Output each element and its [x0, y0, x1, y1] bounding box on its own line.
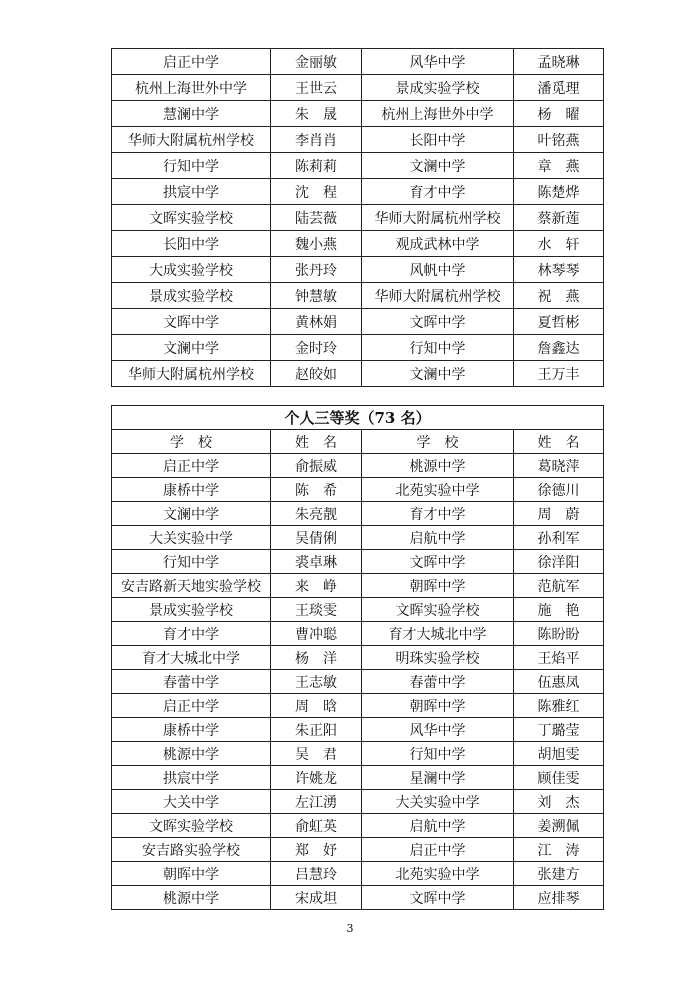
header-name-2: 姓 名 — [514, 430, 604, 454]
name-cell: 王琰雯 — [271, 598, 362, 622]
table-row — [112, 153, 604, 179]
name-cell: 伍惠凤 — [514, 670, 604, 694]
school-cell: 景成实验学校 — [112, 598, 271, 622]
name-cell: 朱亮靓 — [271, 502, 362, 526]
school-cell: 星澜中学 — [362, 766, 514, 790]
name-cell: 许姚龙 — [271, 766, 362, 790]
table-row — [112, 646, 604, 670]
school-cell: 文晖实验学校 — [112, 205, 271, 231]
name-cell: 夏哲彬 — [514, 309, 604, 335]
school-cell: 华师大附属杭州学校 — [362, 205, 514, 231]
name-cell: 孟晓琳 — [514, 49, 604, 75]
name-cell: 范航军 — [514, 574, 604, 598]
name-cell: 杨 曜 — [514, 101, 604, 127]
school-cell: 育才中学 — [362, 179, 514, 205]
name-cell: 吕慧玲 — [271, 862, 362, 886]
third-prize-header-row — [112, 430, 604, 454]
name-cell: 杨 洋 — [271, 646, 362, 670]
name-cell: 詹鑫达 — [514, 335, 604, 361]
name-cell: 来 峥 — [271, 574, 362, 598]
name-cell: 朱正阳 — [271, 718, 362, 742]
school-cell: 安吉路新天地实验学校 — [112, 574, 271, 598]
school-cell: 拱宸中学 — [112, 179, 271, 205]
table-row — [112, 718, 604, 742]
name-cell: 江 涛 — [514, 838, 604, 862]
school-cell: 景成实验学校 — [112, 283, 271, 309]
school-cell: 康桥中学 — [112, 478, 271, 502]
table-row — [112, 526, 604, 550]
name-cell: 金丽敏 — [271, 49, 362, 75]
name-cell: 赵皎如 — [271, 361, 362, 387]
name-cell: 陈 希 — [271, 478, 362, 502]
name-cell: 吴倩俐 — [271, 526, 362, 550]
school-cell: 观成武林中学 — [362, 231, 514, 257]
school-cell: 行知中学 — [112, 153, 271, 179]
school-cell: 拱宸中学 — [112, 766, 271, 790]
school-cell: 启正中学 — [112, 454, 271, 478]
school-cell: 杭州上海世外中学 — [362, 101, 514, 127]
name-cell: 周 蔚 — [514, 502, 604, 526]
table-row — [112, 574, 604, 598]
school-cell: 行知中学 — [112, 550, 271, 574]
name-cell: 钟慧敏 — [271, 283, 362, 309]
school-cell: 桃源中学 — [112, 742, 271, 766]
name-cell: 王万丰 — [514, 361, 604, 387]
name-cell: 徐德川 — [514, 478, 604, 502]
school-cell: 育才大城北中学 — [112, 646, 271, 670]
table-row — [112, 454, 604, 478]
school-cell: 华师大附属杭州学校 — [112, 127, 271, 153]
name-cell: 裘卓琳 — [271, 550, 362, 574]
name-cell: 沈 程 — [271, 179, 362, 205]
school-cell: 景成实验学校 — [362, 75, 514, 101]
third-prize-table-body — [112, 406, 604, 910]
table-row — [112, 101, 604, 127]
school-cell: 春蕾中学 — [112, 670, 271, 694]
school-cell: 长阳中学 — [362, 127, 514, 153]
name-cell: 郑 妤 — [271, 838, 362, 862]
table-row — [112, 335, 604, 361]
name-cell: 林琴琴 — [514, 257, 604, 283]
school-cell: 春蕾中学 — [362, 670, 514, 694]
table-row — [112, 257, 604, 283]
page-number: 3 — [346, 922, 354, 935]
school-cell: 文澜中学 — [362, 361, 514, 387]
name-cell: 黄林娟 — [271, 309, 362, 335]
table-row — [112, 179, 604, 205]
school-cell: 桃源中学 — [362, 454, 514, 478]
header-school-1: 学 校 — [112, 430, 271, 454]
table-row — [112, 742, 604, 766]
table-row — [112, 838, 604, 862]
school-cell: 杭州上海世外中学 — [112, 75, 271, 101]
name-cell: 蔡新莲 — [514, 205, 604, 231]
table-row — [112, 766, 604, 790]
table-row — [112, 670, 604, 694]
name-cell: 朱 晟 — [271, 101, 362, 127]
name-cell: 葛晓萍 — [514, 454, 604, 478]
name-cell: 陈雅红 — [514, 694, 604, 718]
name-cell: 陈盼盼 — [514, 622, 604, 646]
third-prize-table — [111, 405, 604, 910]
table-row — [112, 502, 604, 526]
name-cell: 俞振威 — [271, 454, 362, 478]
name-cell: 水 轩 — [514, 231, 604, 257]
school-cell: 文晖中学 — [112, 309, 271, 335]
school-cell: 行知中学 — [362, 335, 514, 361]
name-cell: 陈楚烨 — [514, 179, 604, 205]
third-prize-caption: 个人三等奖（73 名） — [112, 406, 604, 430]
school-cell: 启正中学 — [112, 49, 271, 75]
name-cell: 吴 君 — [271, 742, 362, 766]
header-name-1: 姓 名 — [271, 430, 362, 454]
name-cell: 丁璐莹 — [514, 718, 604, 742]
school-cell: 育才大城北中学 — [362, 622, 514, 646]
table-row — [112, 814, 604, 838]
school-cell: 文澜中学 — [362, 153, 514, 179]
name-cell: 张丹玲 — [271, 257, 362, 283]
name-cell: 顾佳雯 — [514, 766, 604, 790]
school-cell: 育才中学 — [362, 502, 514, 526]
third-prize-caption-row — [112, 406, 604, 430]
school-cell: 慧澜中学 — [112, 101, 271, 127]
header-school-2: 学 校 — [362, 430, 514, 454]
school-cell: 北苑实验中学 — [362, 478, 514, 502]
school-cell: 桃源中学 — [112, 886, 271, 910]
school-cell: 安吉路实验学校 — [112, 838, 271, 862]
table-row — [112, 127, 604, 153]
name-cell: 孙利军 — [514, 526, 604, 550]
school-cell: 风帆中学 — [362, 257, 514, 283]
school-cell: 文晖中学 — [362, 309, 514, 335]
school-cell: 启正中学 — [362, 838, 514, 862]
table-row — [112, 694, 604, 718]
table-row — [112, 205, 604, 231]
top-award-table — [111, 48, 604, 387]
school-cell: 文晖实验学校 — [362, 598, 514, 622]
name-cell: 李肖肖 — [271, 127, 362, 153]
school-cell: 启正中学 — [112, 694, 271, 718]
name-cell: 宋成坦 — [271, 886, 362, 910]
name-cell: 胡旭雯 — [514, 742, 604, 766]
table-row — [112, 478, 604, 502]
name-cell: 王焰平 — [514, 646, 604, 670]
school-cell: 文晖实验学校 — [112, 814, 271, 838]
name-cell: 曹冲聪 — [271, 622, 362, 646]
table-row — [112, 598, 604, 622]
name-cell: 魏小燕 — [271, 231, 362, 257]
school-cell: 康桥中学 — [112, 718, 271, 742]
school-cell: 行知中学 — [362, 742, 514, 766]
school-cell: 朝晖中学 — [112, 862, 271, 886]
table-row — [112, 886, 604, 910]
name-cell: 陆芸薇 — [271, 205, 362, 231]
school-cell: 明珠实验学校 — [362, 646, 514, 670]
table-row — [112, 622, 604, 646]
school-cell: 文晖中学 — [362, 550, 514, 574]
school-cell: 大成实验学校 — [112, 257, 271, 283]
table-row — [112, 75, 604, 101]
school-cell: 文澜中学 — [112, 502, 271, 526]
name-cell: 章 燕 — [514, 153, 604, 179]
name-cell: 周 晗 — [271, 694, 362, 718]
school-cell: 启航中学 — [362, 814, 514, 838]
school-cell: 大关中学 — [112, 790, 271, 814]
name-cell: 叶铭燕 — [514, 127, 604, 153]
school-cell: 北苑实验中学 — [362, 862, 514, 886]
name-cell: 徐洋阳 — [514, 550, 604, 574]
school-cell: 大关实验中学 — [112, 526, 271, 550]
school-cell: 文澜中学 — [112, 335, 271, 361]
school-cell: 风华中学 — [362, 49, 514, 75]
table-row — [112, 550, 604, 574]
table-row — [112, 49, 604, 75]
name-cell: 潘觅理 — [514, 75, 604, 101]
name-cell: 左江湧 — [271, 790, 362, 814]
top-award-table-body — [112, 49, 604, 387]
school-cell: 大关实验中学 — [362, 790, 514, 814]
school-cell: 风华中学 — [362, 718, 514, 742]
name-cell: 金时玲 — [271, 335, 362, 361]
name-cell: 俞虹英 — [271, 814, 362, 838]
school-cell: 华师大附属杭州学校 — [362, 283, 514, 309]
table-row — [112, 862, 604, 886]
name-cell: 刘 杰 — [514, 790, 604, 814]
name-cell: 陈莉莉 — [271, 153, 362, 179]
school-cell: 长阳中学 — [112, 231, 271, 257]
table-row — [112, 361, 604, 387]
school-cell: 朝晖中学 — [362, 574, 514, 598]
school-cell: 朝晖中学 — [362, 694, 514, 718]
table-row — [112, 790, 604, 814]
school-cell: 育才中学 — [112, 622, 271, 646]
name-cell: 王世云 — [271, 75, 362, 101]
table-row — [112, 231, 604, 257]
name-cell: 王志敏 — [271, 670, 362, 694]
name-cell: 施 艳 — [514, 598, 604, 622]
school-cell: 华师大附属杭州学校 — [112, 361, 271, 387]
name-cell: 姜溯佩 — [514, 814, 604, 838]
name-cell: 张建方 — [514, 862, 604, 886]
table-row — [112, 309, 604, 335]
name-cell: 祝 燕 — [514, 283, 604, 309]
school-cell: 文晖中学 — [362, 886, 514, 910]
table-row — [112, 283, 604, 309]
school-cell: 启航中学 — [362, 526, 514, 550]
name-cell: 应排琴 — [514, 886, 604, 910]
